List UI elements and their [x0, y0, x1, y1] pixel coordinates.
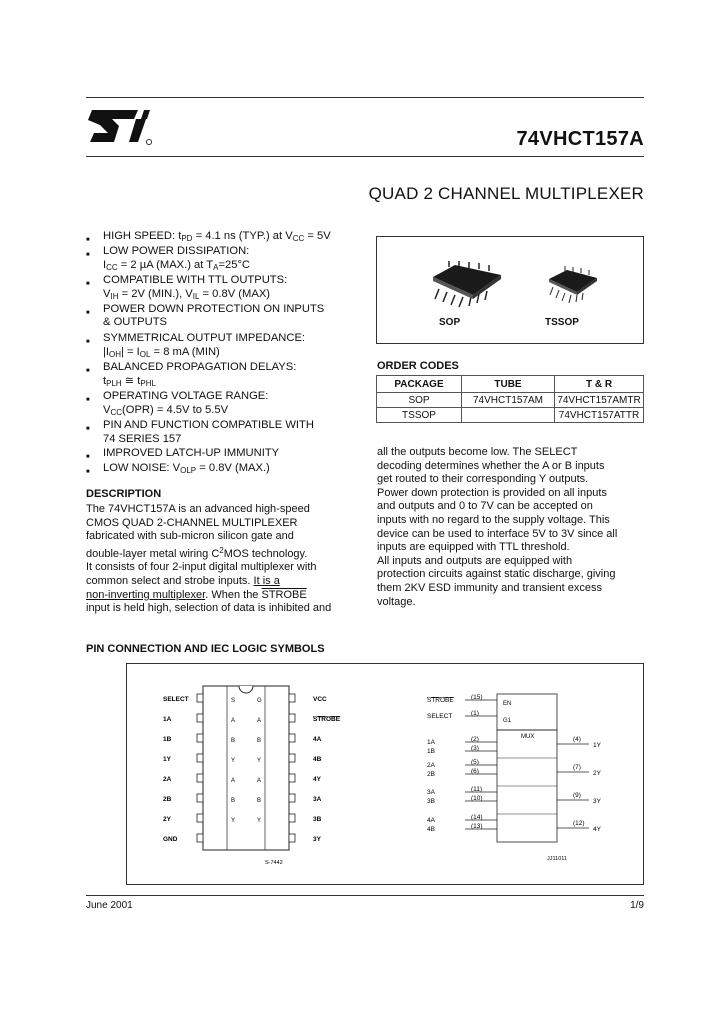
inner-pin-label: A: [231, 718, 236, 724]
iec-pin-number: (15): [471, 694, 483, 701]
pin-label-left: SELECT: [163, 696, 189, 703]
package-images-box: [376, 236, 644, 344]
chip-code: S-7442: [265, 860, 283, 866]
iec-input-label: 1B: [427, 748, 435, 755]
desc-line: all the outputs become low. The SELECT: [377, 446, 578, 458]
bullet-icon: ■: [86, 426, 90, 432]
pin-left: [197, 734, 203, 742]
desc-line: non-inverting multiplexer. When the STROBE: [86, 588, 307, 601]
table-row: [377, 393, 644, 408]
desc-line: input is held high, selection of data is inhibited and: [86, 602, 332, 615]
inner-pin-label: A: [231, 778, 236, 784]
bullet-icon: ■: [86, 310, 90, 316]
desc-line: common select and strobe inputs. It is a: [86, 574, 280, 587]
iec-output-label: 4Y: [593, 826, 601, 833]
bullet-icon: ■: [86, 454, 90, 460]
feature-text: LOW NOISE: V: [103, 462, 181, 474]
cell: [462, 408, 555, 423]
bullet-icon: ■: [86, 469, 90, 475]
desc-line: fabricated with sub-micron silicon gate and: [86, 530, 294, 543]
desc-line: inputs are equipped with TTL threshold.: [377, 541, 570, 554]
cell: 74VHCT157ATTR: [555, 408, 644, 423]
col-tr: T & R: [555, 376, 644, 393]
pin-left: [197, 794, 203, 802]
feature-text: PD: [181, 234, 193, 243]
feature-text: IL: [192, 292, 200, 301]
feature-text: & OUTPUTS: [103, 316, 168, 328]
desc-line: double-layer metal wiring $C^2MOS$ technology.: [86, 545, 308, 560]
pin-label-right: 3B: [313, 816, 322, 823]
feature-text: PLH: [106, 379, 122, 388]
feature-text: = 0.8V (MAX.): [196, 462, 270, 474]
inner-pin-label: Y: [257, 818, 262, 824]
description-right: [377, 446, 644, 609]
feature-item: [86, 461, 366, 478]
pin-label-right: 3A: [313, 796, 322, 803]
table-row: [377, 408, 644, 423]
iec-pin-number: (2): [471, 736, 479, 743]
feature-item: [86, 432, 366, 446]
desc-line: and outputs and 0 to 7V can be accepted on: [377, 500, 593, 513]
page-subtitle: QUAD 2 CHANNEL MULTIPLEXER: [368, 184, 644, 203]
pin-section-title: PIN CONNECTION AND IEC LOGIC SYMBOLS: [86, 643, 325, 655]
cell: 74VHCT157AM: [462, 393, 555, 408]
iec-input-label: 3B: [427, 798, 435, 805]
desc-line: them 2KV ESD immunity and transient excess: [377, 581, 602, 594]
feature-text: CC: [106, 263, 118, 272]
pin-label-right: 4B: [313, 756, 322, 763]
iec-input-label: 2B: [427, 771, 435, 778]
iec-logic-symbol: [427, 694, 602, 862]
pin-figure-box: [126, 663, 644, 885]
iec-pin-number: (6): [471, 768, 479, 775]
pin-right: [289, 774, 295, 782]
feature-text: = 4.1 ns (TYP.) at V: [192, 230, 293, 242]
iec-input-label: 2A: [427, 762, 435, 769]
bullet-icon: ■: [86, 281, 90, 287]
iec-input-label: STROBE: [427, 697, 454, 704]
feature-text: I: [103, 259, 107, 271]
feature-text: = 2 µA (MAX.) at T: [117, 259, 214, 271]
iec-pin-number: (11): [471, 786, 483, 793]
g-label: G1: [503, 718, 512, 724]
pin-label-left: 2A: [163, 776, 172, 783]
feature-text: = 5V: [304, 230, 331, 242]
feature-text: CC: [110, 408, 123, 417]
bullet-icon: ■: [86, 252, 90, 258]
iec-input-label: 1A: [427, 739, 435, 746]
bullet-icon: ■: [86, 339, 90, 345]
desc-line: The 74VHCT157A is an advanced high-speed: [86, 503, 310, 515]
st-logo-icon: [86, 104, 156, 150]
table-header-row: [377, 376, 644, 393]
feature-text: A: [213, 263, 219, 272]
pin-right: [289, 814, 295, 822]
feature-item: [86, 331, 366, 345]
inner-pin-label: B: [231, 738, 236, 744]
part-number: 74VHCT157A: [516, 128, 644, 150]
feature-item: [86, 302, 366, 316]
feature-text: SYMMETRICAL OUTPUT IMPEDANCE:: [103, 332, 306, 344]
iec-input-label: 3A: [427, 789, 435, 796]
pin-left: [197, 774, 203, 782]
pin-diagram: [127, 664, 643, 884]
feature-item: [86, 360, 366, 374]
inner-pin-label: S: [231, 698, 236, 704]
pin-label-left: 2B: [163, 796, 172, 803]
desc-line: inputs with no regard to the supply voltage. This: [377, 513, 610, 526]
iec-input-label: 4A: [427, 817, 435, 824]
bullet-icon: ■: [86, 368, 90, 374]
order-codes-title: ORDER CODES: [377, 360, 459, 372]
pin-right: [289, 834, 295, 842]
feature-item: [86, 273, 366, 287]
footer-date: June 2001: [86, 900, 133, 911]
description-title: DESCRIPTION: [86, 488, 162, 500]
inner-pin-label: Y: [231, 818, 236, 824]
pin-label-right: 4A: [313, 736, 322, 743]
desc-line: It consists of four 2-input digital multiplexer with: [86, 561, 317, 574]
iec-pin-number: (10): [471, 795, 483, 802]
feature-text: 74 SERIES 157: [103, 433, 182, 445]
iec-pin-number: (14): [471, 814, 483, 821]
feature-text: | = I: [121, 346, 140, 358]
chip-body: [203, 686, 289, 850]
inner-pin-label: B: [257, 738, 262, 744]
feature-text: |I: [103, 346, 110, 358]
feature-text: BALANCED PROPAGATION DELAYS:: [103, 361, 297, 373]
feature-text: V: [103, 404, 111, 416]
iec-out-pin-number: (12): [573, 820, 585, 827]
pin-right: [289, 794, 295, 802]
feature-text: HIGH SPEED: t: [103, 230, 182, 242]
pin-right: [289, 694, 295, 702]
order-codes-table: [376, 375, 644, 423]
pin-label-right: 3Y: [313, 836, 321, 843]
feature-text: = 0.8V (MAX): [199, 288, 271, 300]
iec-pin-number: (13): [471, 823, 483, 830]
feature-text: =25°C: [218, 259, 251, 271]
feature-text: OH: [109, 350, 122, 359]
feature-text: PIN AND FUNCTION COMPATIBLE WITH: [103, 419, 314, 431]
pin-left: [197, 714, 203, 722]
pin-label-right: 4Y: [313, 776, 321, 783]
footer-page: 1/9: [630, 900, 644, 911]
inner-pin-label: A: [257, 778, 262, 784]
iec-out-pin-number: (9): [573, 792, 581, 799]
desc-line: voltage.: [377, 595, 416, 608]
sop-label: SOP: [439, 317, 461, 328]
bullet-icon: ■: [86, 237, 90, 243]
iec-out-pin-number: (7): [573, 764, 581, 771]
iec-code: JJ11011: [547, 856, 567, 862]
inner-pin-label: G: [257, 698, 262, 704]
desc-line: All inputs and outputs are equipped with: [377, 554, 573, 567]
desc-line: device can be used to interface 5V to 3V since all: [377, 527, 618, 540]
feature-text: LOW POWER DISSIPATION:: [103, 245, 250, 257]
pin-label-left: 1B: [163, 736, 172, 743]
dip-chip-diagram: [163, 686, 341, 866]
inner-pin-label: Y: [231, 758, 236, 764]
inner-pin-label: Y: [257, 758, 262, 764]
feature-item: [86, 315, 366, 329]
iec-input-label: 4B: [427, 826, 435, 833]
top-rule: [86, 97, 644, 98]
pin-right: [289, 734, 295, 742]
footer-rule: [86, 895, 644, 896]
pin-label-left: 1A: [163, 716, 172, 723]
tssop-package-icon: [545, 265, 601, 305]
description-left: [86, 503, 352, 616]
feature-text: POWER DOWN PROTECTION ON INPUTS: [103, 303, 325, 315]
feature-text: CC: [292, 234, 305, 243]
feature-item: [86, 389, 366, 403]
pin-label-left: GND: [163, 836, 178, 843]
control-block: [497, 694, 557, 730]
desc-line: Power down protection is provided on all inputs: [377, 486, 607, 499]
iec-output-label: 1Y: [593, 742, 601, 749]
sop-package-icon: [427, 257, 507, 309]
desc-line: get routed to their corresponding Y outputs.: [377, 473, 589, 486]
feature-text: IMPROVED LATCH-UP IMMUNITY: [103, 447, 280, 459]
feature-text: OL: [139, 350, 151, 359]
chip-notch: [239, 686, 253, 693]
feature-item: [86, 418, 366, 432]
pin-label-right: VCC: [313, 696, 327, 703]
mux-label: MUX: [521, 734, 535, 740]
cell: TSSOP: [377, 408, 462, 423]
pin-label-left: 1Y: [163, 756, 171, 763]
pin-label-right: STROBE: [313, 716, 341, 723]
inner-pin-label: A: [257, 718, 262, 724]
iec-output-label: 3Y: [593, 798, 601, 805]
feature-text: t: [103, 375, 107, 387]
iec-pin-number: (5): [471, 759, 479, 766]
feature-text: OLP: [180, 466, 197, 475]
feature-item: [86, 244, 366, 258]
pin-right: [289, 714, 295, 722]
pin-right: [289, 754, 295, 762]
tssop-label: TSSOP: [545, 317, 579, 328]
iec-out-pin-number: (4): [573, 736, 581, 743]
pin-left: [197, 834, 203, 842]
col-tube: TUBE: [462, 376, 555, 393]
feature-item: [86, 446, 366, 460]
pin-left: [197, 694, 203, 702]
desc-line: decoding determines whether the A or B inputs: [377, 459, 605, 472]
feature-text: IH: [110, 292, 119, 301]
feature-text: = 8 mA (MIN): [150, 346, 220, 358]
iec-pin-number: (3): [471, 745, 479, 752]
cell: SOP: [377, 393, 462, 408]
feature-text: V: [103, 288, 111, 300]
col-package: PACKAGE: [377, 376, 462, 393]
inner-pin-label: B: [257, 798, 262, 804]
pin-left: [197, 754, 203, 762]
iec-output-label: 2Y: [593, 770, 601, 777]
inner-pin-label: B: [231, 798, 236, 804]
pin-left: [197, 814, 203, 822]
feature-text: ≅ t: [121, 375, 141, 387]
feature-text: OPERATING VOLTAGE RANGE:: [103, 390, 269, 402]
feature-text: = 2V (MIN.), V: [118, 288, 193, 300]
iec-pin-number: (1): [471, 710, 479, 717]
en-label: EN: [503, 701, 512, 707]
desc-line: protection circuits against static discharge, giving: [377, 568, 616, 581]
feature-text: COMPATIBLE WITH TTL OUTPUTS:: [103, 274, 288, 286]
feature-text: (OPR) = 4.5V to 5.5V: [122, 404, 229, 416]
desc-line: CMOS QUAD 2-CHANNEL MULTIPLEXER: [86, 516, 298, 529]
cell: 74VHCT157AMTR: [555, 393, 644, 408]
feature-text: PHL: [140, 379, 156, 388]
pin-label-left: 2Y: [163, 816, 171, 823]
bullet-icon: ■: [86, 397, 90, 403]
iec-input-label: SELECT: [427, 713, 453, 720]
header-rule: [86, 156, 644, 157]
